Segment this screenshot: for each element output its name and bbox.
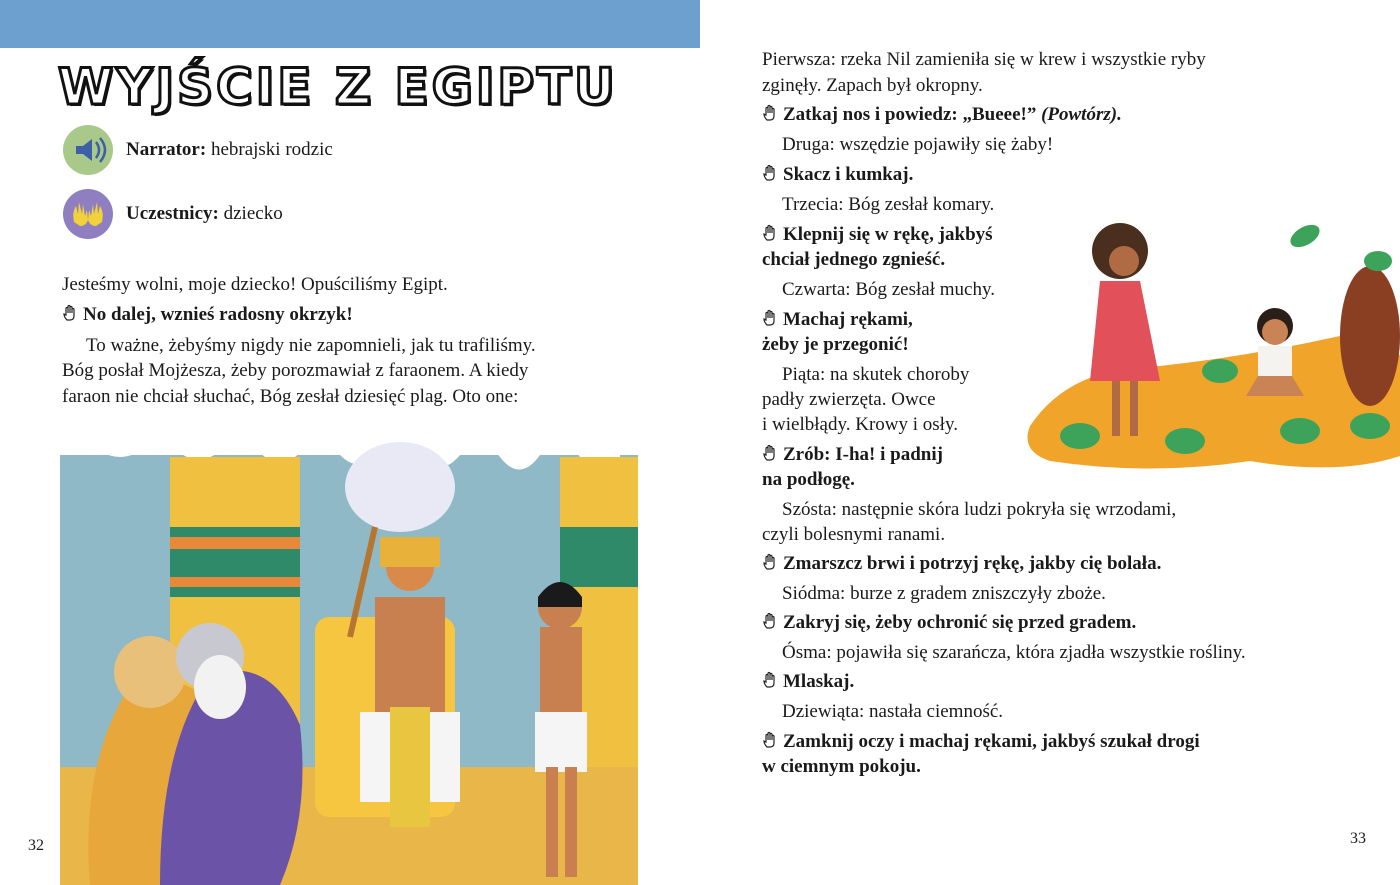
plague-5-line: padły zwierzęta. Owce	[762, 389, 936, 410]
action-9-text: Zamknij oczy i machaj rękami, jakbyś szukał drogi	[783, 731, 1200, 752]
action-4	[762, 306, 913, 334]
hand-icon	[762, 309, 780, 327]
instruction-line	[62, 301, 353, 329]
paragraph-line: faraon nie chciał słuchać, Bóg zesłał dziesięć plag. Oto one:	[62, 386, 519, 407]
hand-icon	[762, 224, 780, 242]
action-3	[762, 221, 993, 249]
instruction-text: No dalej, wznieś radosny okrzyk!	[83, 304, 353, 325]
action-9	[762, 728, 1200, 756]
speaker-icon	[62, 124, 114, 176]
participants-label: Uczestnicy:	[126, 203, 219, 224]
plague-7: Siódma: burze z gradem zniszczyły zboże.	[782, 583, 1106, 604]
action-5-text: Zrób: I-ha! i padnij	[783, 444, 943, 465]
participants-row	[62, 188, 283, 240]
page-title: WYJŚCIE Z EGIPTU	[58, 58, 618, 116]
hand-icon	[62, 304, 80, 322]
action-8-text: Mlaskaj.	[783, 671, 855, 692]
action-4-text: Machaj rękami,	[783, 309, 913, 330]
plague-8: Ósma: pojawiła się szarańcza, która zjadła wszystkie rośliny.	[782, 642, 1246, 663]
hand-icon	[762, 612, 780, 630]
paragraph-line: To ważne, żebyśmy nigdy nie zapomnieli, jak tu trafiliśmy.	[86, 335, 536, 356]
page-number-right: 33	[1350, 830, 1366, 847]
narrator-row	[62, 124, 333, 176]
narrator-label: Narrator:	[126, 139, 207, 160]
action-5	[762, 441, 943, 469]
hands-icon	[62, 188, 114, 240]
action-9-line-2: w ciemnym pokoju.	[762, 756, 921, 777]
plague-6-line: Szósta: następnie skóra ludzi pokryła się wrzodami,	[782, 499, 1177, 520]
frogs-illustration	[1020, 196, 1400, 486]
narrator-value: hebrajski rodzic	[210, 139, 333, 160]
action-6	[762, 550, 1161, 578]
action-7-text: Zakryj się, żeby ochronić się przed gradem.	[783, 612, 1137, 633]
plague-5-line: i wielbłądy. Krowy i osły.	[762, 414, 958, 435]
plague-4: Czwarta: Bóg zesłał muchy.	[782, 279, 995, 300]
action-1-text: Zatkaj nos i powiedz: „Bueee!”	[783, 104, 1037, 125]
action-2-text: Skacz i kumkaj.	[783, 164, 914, 185]
plague-3: Trzecia: Bóg zesłał komary.	[782, 194, 995, 215]
action-1	[762, 101, 1122, 129]
action-5-line-2: na podłogę.	[762, 469, 855, 490]
page-number-left: 32	[28, 837, 44, 854]
hand-icon	[762, 553, 780, 571]
paragraph-line: Bóg posłał Mojżesza, żeby porozmawiał z faraonem. A kiedy	[62, 360, 529, 381]
plague-6-line: czyli bolesnymi ranami.	[762, 524, 946, 545]
hand-icon	[762, 671, 780, 689]
plague-2: Druga: wszędzie pojawiły się żaby!	[782, 134, 1054, 155]
action-1-italic: (Powtórz).	[1041, 104, 1122, 125]
pharaoh-illustration	[60, 437, 638, 885]
action-3-line-2: chciał jednego zgnieść.	[762, 249, 946, 270]
hand-icon	[762, 104, 780, 122]
action-3-text: Klepnij się w rękę, jakbyś	[783, 224, 993, 245]
action-6-text: Zmarszcz brwi i potrzyj rękę, jakby cię bolała.	[783, 553, 1162, 574]
hand-icon	[762, 164, 780, 182]
hand-icon	[762, 731, 780, 749]
participants-value: dziecko	[223, 203, 283, 224]
action-2	[762, 161, 913, 189]
intro-line: Jesteśmy wolni, moje dziecko! Opuściliśmy Egipt.	[62, 274, 448, 295]
action-7	[762, 609, 1136, 637]
hand-icon	[762, 444, 780, 462]
plague-1-line: Pierwsza: rzeka Nil zamieniła się w krew i wszystkie ryby	[762, 49, 1206, 70]
action-8	[762, 668, 854, 696]
plague-9: Dziewiąta: nastała ciemność.	[782, 701, 1004, 722]
plague-1-line: zginęły. Zapach był okropny.	[762, 75, 983, 96]
band-rough-edge	[0, 26, 700, 56]
plague-5-line: Piąta: na skutek choroby	[782, 364, 970, 385]
action-4-line-2: żeby je przegonić!	[762, 334, 909, 355]
